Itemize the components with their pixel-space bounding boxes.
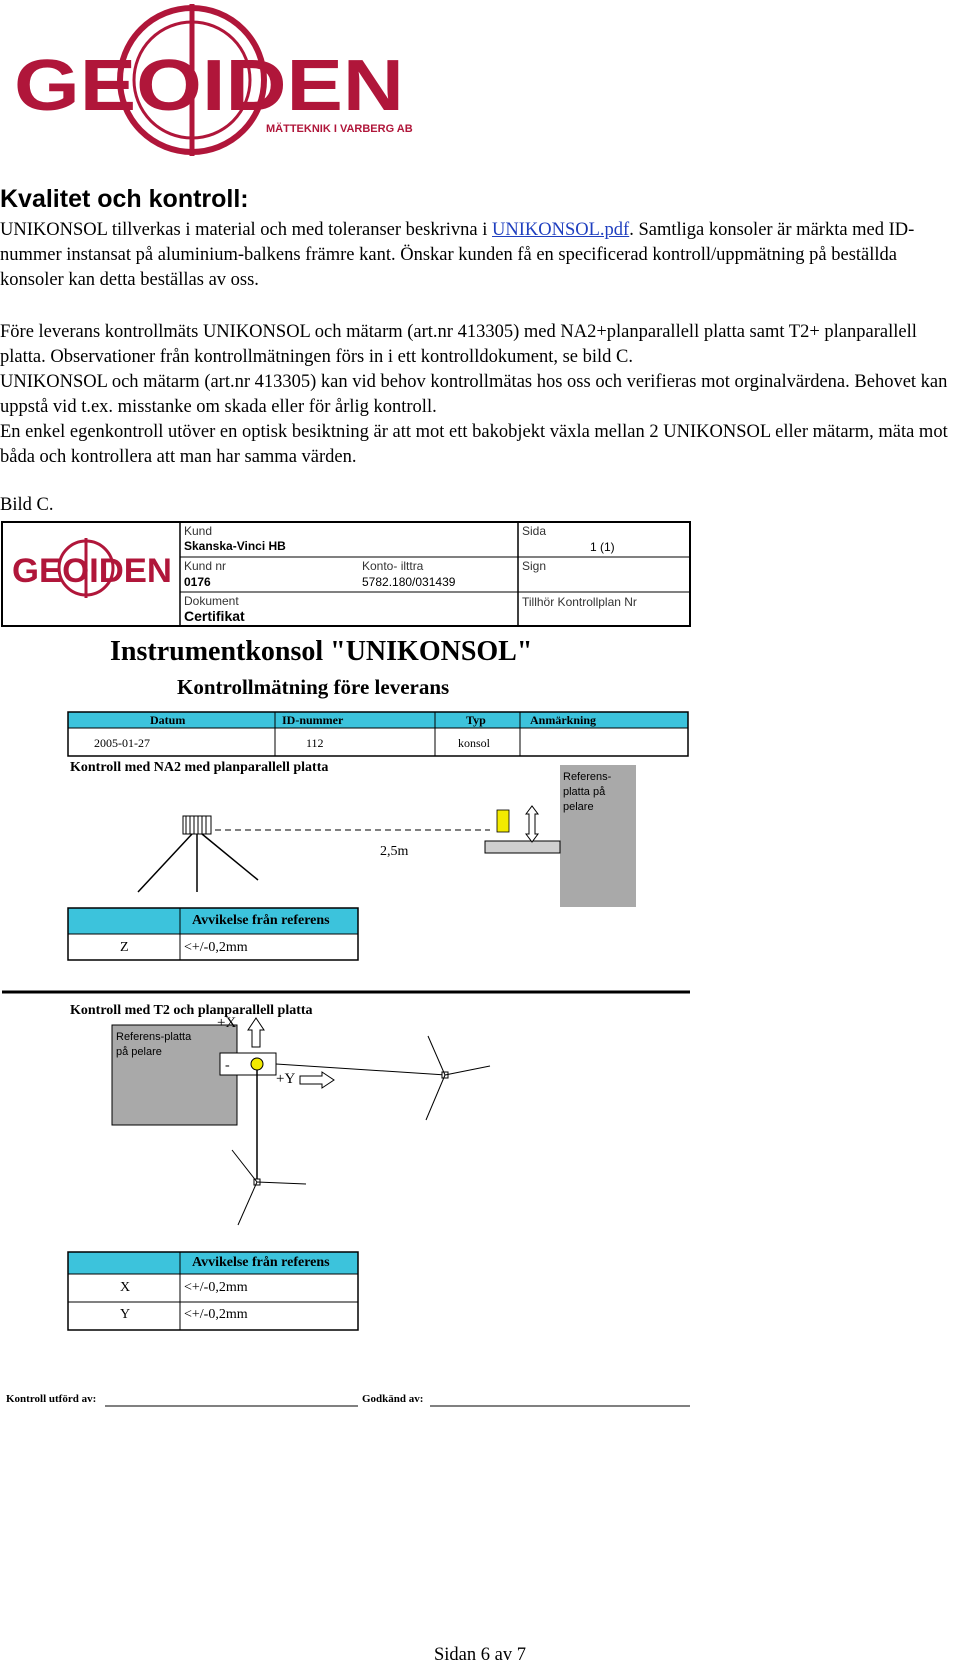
label-tillhor: Tillhör Kontrollplan Nr (522, 595, 637, 609)
value-konto: 5782.180/031439 (362, 575, 456, 589)
section1-axis-z: Z (120, 940, 129, 955)
distance-label: 2,5m (380, 844, 409, 859)
arrow-up-icon (248, 1018, 264, 1047)
unikonsol-pdf-link[interactable]: UNIKONSOL.pdf (492, 220, 630, 240)
sign-godkand-label: Godkänd av: (362, 1393, 424, 1405)
label-kund: Kund (184, 524, 213, 538)
vertical-arrow-icon (526, 806, 538, 842)
paragraph-control (0, 320, 958, 470)
col-header-typ: Typ (466, 713, 486, 727)
label-sign: Sign (522, 559, 547, 573)
logo-wordmark: GEOIDEN (14, 46, 404, 126)
cell-typ: konsol (458, 736, 491, 750)
prism-icon (251, 1058, 263, 1070)
section2-value-x: <+/-0,2mm (184, 1280, 248, 1295)
label-konto: Konto- ilttra (362, 559, 424, 573)
geoiden-logo (6, 4, 426, 160)
col-header-datum: Datum (150, 713, 186, 727)
section2-axis-x: X (120, 1280, 131, 1295)
section1-dev-header: Avvikelse från referens (192, 913, 330, 928)
plus-y-label: +Y (276, 1071, 296, 1087)
col-header-id: ID-nummer (282, 713, 344, 727)
section2-ref-label: Referens-platta på pelare (116, 1031, 192, 1058)
minus-label: - (225, 1058, 230, 1073)
section-heading: Kvalitet och kontroll: (0, 185, 249, 213)
arrow-right-icon (300, 1072, 334, 1088)
section1-ref-label: Referens-platta på pelare (563, 771, 612, 813)
intro-text-after: . Samtliga konsoler är märkta med ID-nummer instansat på aluminium-balkens främre kant. Önskar kunden få en specificerad kontroll/uppmätning på beställda konsoler kan detta beställas av oss. (0, 220, 915, 290)
label-dokument: Dokument (184, 594, 239, 608)
plus-x-label: +X (217, 1015, 237, 1031)
prism-icon (497, 810, 509, 832)
intro-text-before: UNIKONSOL tillverkas i material och med toleranser beskrivna i (0, 220, 492, 240)
value-kund: Skanska-Vinci HB (184, 539, 286, 553)
section1-title: Kontroll med NA2 med planparallell platta (70, 760, 329, 775)
value-sida: 1 (1) (590, 540, 615, 554)
sign-kontroll-label: Kontroll utförd av: (6, 1393, 97, 1405)
col-header-anmarkning: Anmärkning (530, 713, 597, 727)
certificate-graphics (0, 520, 692, 1570)
section2-axis-y: Y (120, 1307, 131, 1322)
figure-label: Bild C. (0, 495, 54, 515)
paragraph-intro (0, 218, 958, 293)
cert-title: Instrumentkonsol "UNIKONSOL" (110, 636, 533, 667)
page-number: Sidan 6 av 7 (434, 1645, 526, 1665)
section2-title: Kontroll med T2 och planparallell platta (70, 1003, 313, 1018)
value-kundnr: 0176 (184, 575, 211, 589)
cell-datum: 2005-01-27 (94, 736, 150, 750)
section1-value-z: <+/-0,2mm (184, 940, 248, 955)
cert-subtitle: Kontrollmätning före leverans (177, 675, 450, 699)
logo-tagline: MÄTTEKNIK I VARBERG AB (266, 123, 413, 135)
value-dokument: Certifikat (184, 608, 245, 624)
control-line-1: Före leverans kontrollmäts UNIKONSOL och mätarm (art.nr 413305) med NA2+planparallell platta samt T2+ planparallell platta. Observationer från kontrollmätningen förs in i ett kontrolldokument, se bild C. (0, 322, 917, 367)
section2-dev-header: Avvikelse från referens (192, 1255, 330, 1270)
cert-logo-wordmark: GEOIDEN (12, 552, 172, 590)
label-sida: Sida (522, 524, 547, 538)
section2-value-y: <+/-0,2mm (184, 1307, 248, 1322)
cell-id: 112 (306, 736, 324, 750)
control-line-2: UNIKONSOL och mätarm (art.nr 413305) kan vid behov kontrollmätas hos oss och verifieras mot orginalvärdena. Behovet kan uppstå vid t.ex. misstanke om skada eller för årlig kontroll. (0, 372, 948, 417)
label-kundnr: Kund nr (184, 559, 227, 573)
certificate-figure (0, 520, 692, 1570)
control-line-3: En enkel egenkontroll utöver en optisk besiktning är att mot ett bakobjekt växla mellan 2 UNIKONSOL eller mätarm, mäta mot båda och kontrollera att man har samma värden. (0, 422, 948, 467)
